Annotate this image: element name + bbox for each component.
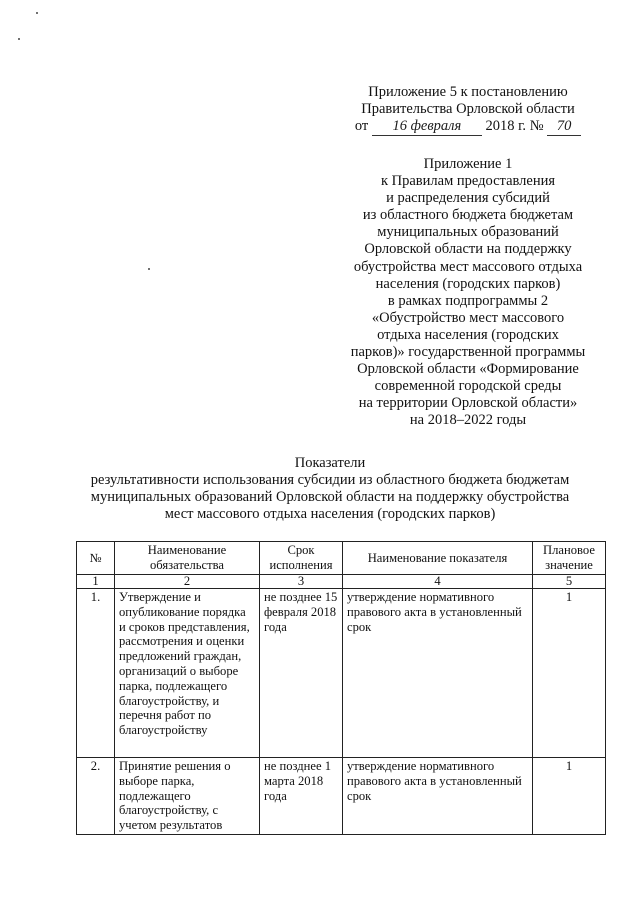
header-cell-value: Плановое значение [533,542,606,575]
appendix1-line: «Обустройство мест массового [371,309,565,326]
appendix1-line: Орловской области «Формирование [357,361,579,378]
column-number: 5 [533,575,606,589]
planned-value-cell: 1 [533,589,606,758]
column-number: 2 [115,575,260,589]
heading-line: мест массового отдыха населения (городских парков) [164,506,496,522]
scan-speck [36,12,38,14]
appendix1-line: в рамках подпрограммы 2 [387,292,549,309]
heading-title: Показатели [294,455,366,471]
appendix1-line: обустройства мест массового отдыха [353,258,583,275]
appendix1-line: на 2018–2022 годы [409,412,527,429]
appendix1-line: отдыха населения (городских [377,326,559,343]
row-number: 1. [77,589,115,758]
planned-value-cell: 1 [533,758,606,835]
appendix1-line: на территории Орловской области» [358,395,578,412]
handwritten-date: 16 февраля [372,118,482,136]
indicator-cell: утверждение нормативного правового акта в установленный срок [343,758,533,835]
column-number-row [77,575,606,589]
appendix1-line: Орловской области на поддержку [364,241,572,258]
header-cell-deadline: Срок исполнения [260,542,343,575]
scan-speck [148,268,150,270]
appendix5-line2: Правительства Орловской области [361,101,575,117]
number-sign: № [529,118,544,134]
heading-line: муниципальных образований Орловской области на поддержку обустройства [90,489,570,505]
handwritten-number: 70 [547,118,581,136]
appendix1-line: современной городской среды [374,378,562,395]
deadline-cell: не позднее 1 марта 2018 года [260,758,343,835]
from-label: от [354,118,369,134]
appendix1-line: муниципальных образований [377,224,559,241]
appendix1-line: Приложение 1 [423,156,513,172]
appendix1-line: населения (городских парков) [375,275,561,292]
document-heading [60,455,600,523]
obligation-cell: Принятие решения о выборе парка, подлежащего благоустройству, с учетом результатов [115,758,260,835]
heading-line: результативности использования субсидии из областного бюджета бюджетам [90,472,570,488]
appendix5-line1: Приложение 5 к постановлению [368,84,568,100]
column-number: 1 [77,575,115,589]
table-header-row [77,542,606,575]
appendix5-block [336,84,600,136]
row-number: 2. [77,758,115,835]
year-label: 2018 г. [485,118,527,134]
appendix1-line: из областного бюджета бюджетам [362,207,574,224]
deadline-cell: не позднее 15 февраля 2018 года [260,589,343,758]
appendix1-line: парков)» государственной программы [350,344,586,361]
indicator-cell: утверждение нормативного правового акта в установленный срок [343,589,533,758]
appendix1-block [336,156,600,430]
header-cell-num: № [77,542,115,575]
table-row [77,758,606,835]
obligation-cell: Утверждение и опубликование порядка и сроков представления, рассмотрения и оценки предложений граждан, организаций о выборе парка, подлежащего благоустройству, и перечня работ по благоустройству [115,589,260,758]
appendix1-line: к Правилам предоставления [380,173,556,190]
scan-speck [18,38,20,40]
appendix1-line: и распределения субсидий [386,190,550,207]
header-cell-obligation: Наименование обязательства [115,542,260,575]
header-cell-indicator: Наименование показателя [343,542,533,575]
table-row [77,589,606,758]
column-number: 3 [260,575,343,589]
indicators-table [76,541,606,835]
appendix5-date-line [336,118,600,136]
column-number: 4 [343,575,533,589]
